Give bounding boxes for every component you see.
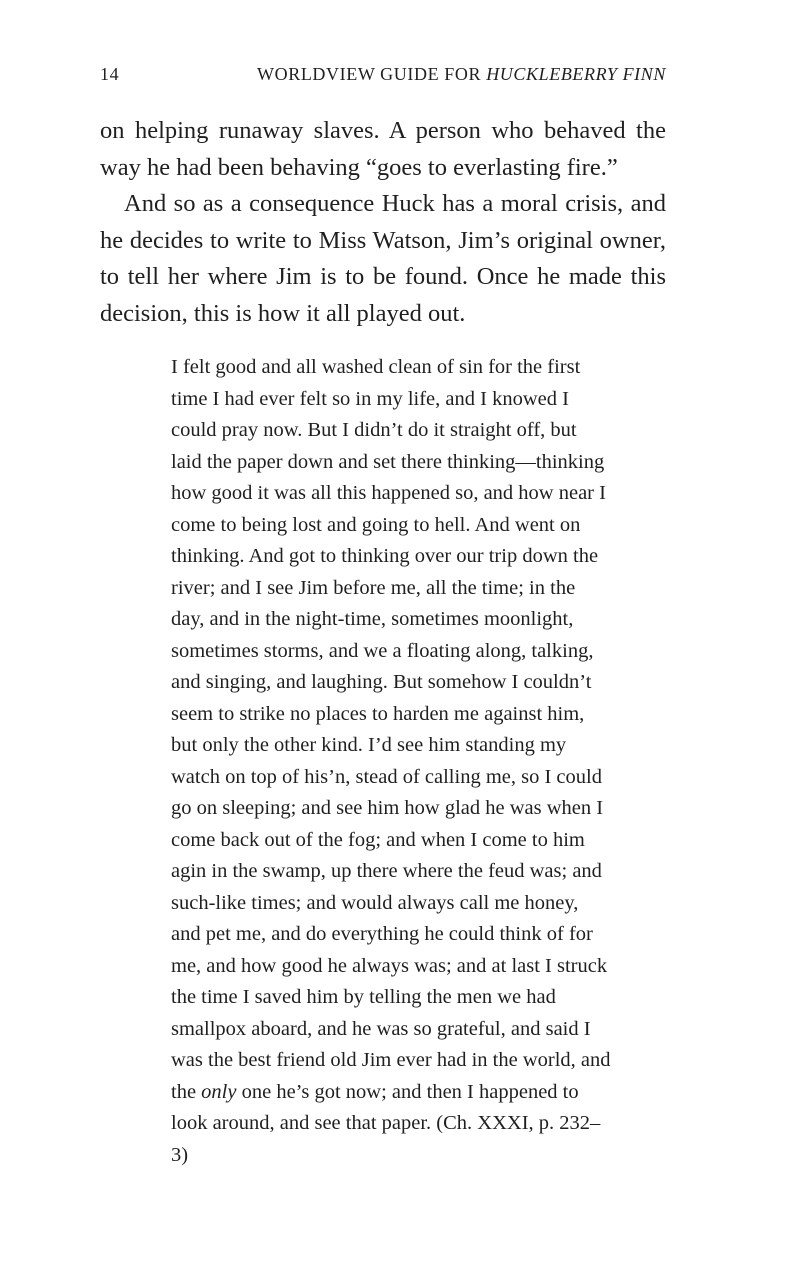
running-header: [100, 64, 666, 94]
body-paragraph-1: on helping runaway slaves. A person who behaved the way he had been behaving “goes to everlasting fire.”: [100, 117, 666, 181]
quote-text-before-emphasis: I felt good and all washed clean of sin for the first time I had ever felt so in my life, and I knowed I could pray now. But I didn’t do it straight off, but laid the paper down and set there thinking—thinking how good it was all this happened so, and how near I come to being lost and going to hell. And went on thinking. And got to thinking over our trip down the river; and I see Jim before me, all the time; in the day, and in the night-time, sometimes moonlight, sometimes storms, and we a floating along, talking, and singing, and laughing. But somehow I couldn’t seem to strike no places to harden me against him, but only the other kind. I’d see him standing my watch on top of his’n, stead of calling me, so I could go on sleeping; and see him how glad he was when I come back out of the fog; and when I come to him agin in the swamp, up there where the feud was; and such-like times; and would always call me honey, and pet me, and do everything he could think of for me, and how good he always was; and at last I struck the time I saved him by telling the men we had smallpox aboard, and he was so grateful, and said I was the best friend old Jim ever had in the world, and the: [171, 356, 611, 1103]
page-number: 14: [100, 64, 120, 84]
block-quote: [171, 352, 611, 1171]
quote-paragraph: [171, 352, 611, 1171]
quote-citation: (Ch. XXXI, p. 232–3): [171, 1112, 601, 1166]
quote-emphasis: only: [201, 1080, 237, 1103]
body-paragraph-2: And so as a consequence Huck has a moral crisis, and he decides to write to Miss Watson, Jim’s original owner, to tell her where Jim is to be found. Once he made this decision, this is how it all played out.: [100, 190, 666, 327]
header-book-title: HUCKLEBERRY FINN: [486, 64, 666, 84]
header-title-prefix: WORLDVIEW GUIDE FOR: [257, 64, 487, 84]
body-text: [100, 113, 666, 332]
header-title: [257, 64, 666, 85]
quote-text-after-emphasis: one he’s got now; and then I happened to look around, and see that paper.: [171, 1080, 579, 1134]
